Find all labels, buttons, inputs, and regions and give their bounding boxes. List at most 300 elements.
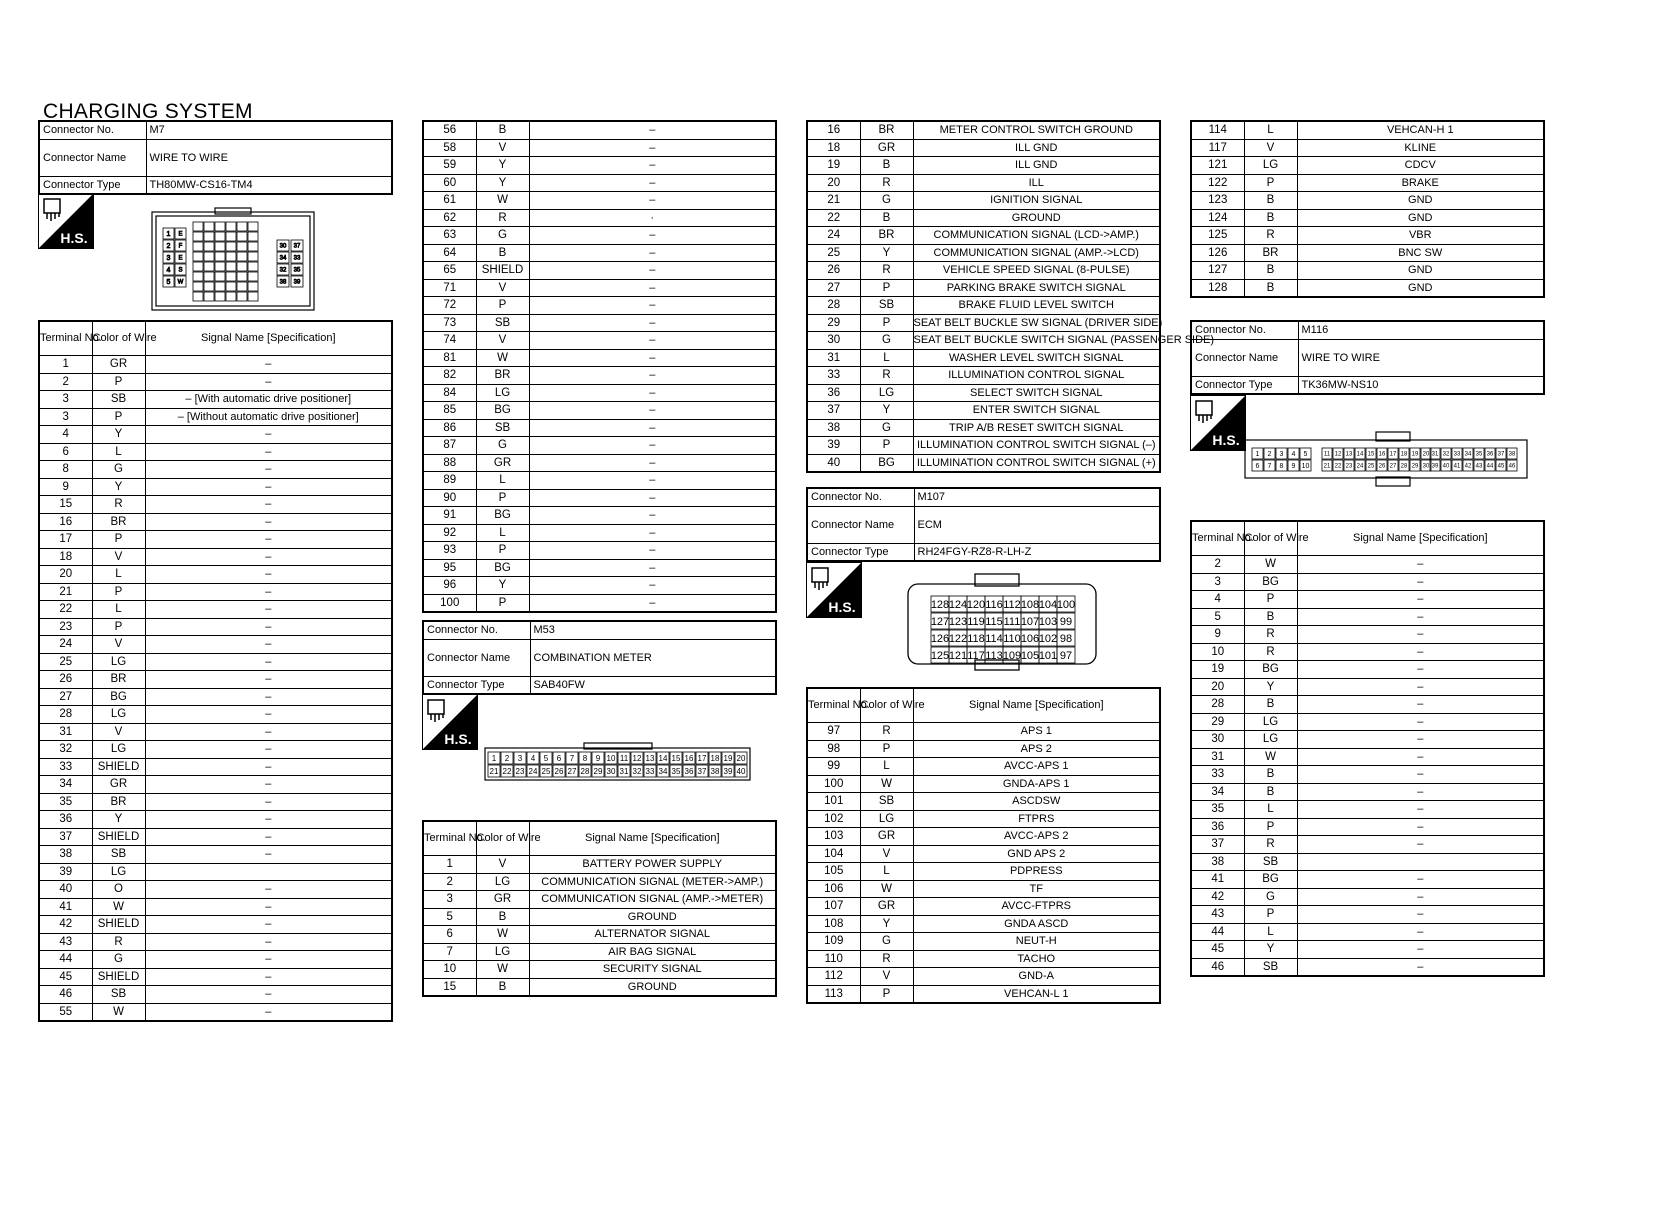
wire-color-cell: V (92, 636, 145, 654)
signal-name-cell: AVCC-FTPRS (913, 898, 1160, 916)
signal-name-cell: – (145, 478, 392, 496)
cavity-number: 43 (1475, 463, 1483, 470)
signal-name-cell: – (529, 157, 776, 175)
cavity-number: 29 (593, 766, 603, 776)
wire-color-cell: BG (1244, 661, 1297, 679)
signal-name-cell: ILLUMINATION CONTROL SIGNAL (913, 367, 1160, 385)
cavity-number: 106 (1020, 632, 1040, 645)
terminal-no-cell: 72 (423, 297, 476, 315)
terminal-no-cell: 43 (1191, 906, 1244, 924)
terminal-no-cell: 81 (423, 349, 476, 367)
cavity-number: 121 (948, 649, 968, 662)
wire-color-cell: LG (476, 943, 529, 961)
terminal-no-cell: 93 (423, 542, 476, 560)
terminal-no-cell: 92 (423, 524, 476, 542)
signal-name-cell: ILL (913, 174, 1160, 192)
table-row (807, 209, 1160, 227)
table-row (807, 367, 1160, 385)
table-row (423, 577, 776, 595)
wire-color-cell: P (860, 314, 913, 332)
wire-color-cell: R (476, 209, 529, 227)
terminal-no-cell: 110 (807, 950, 860, 968)
terminal-no-cell: 39 (39, 863, 92, 881)
terminal-no-cell: 55 (39, 1003, 92, 1021)
signal-name-cell: COMMUNICATION SIGNAL (METER->AMP.) (529, 873, 776, 891)
cavity-number: 9 (1291, 463, 1296, 471)
signal-name-cell: – (529, 559, 776, 577)
wire-color-cell: BR (92, 793, 145, 811)
harness-side-icon (806, 562, 862, 618)
cavity-number: 12 (1334, 451, 1342, 458)
table-row (1191, 801, 1544, 819)
cavity-number: 113 (985, 649, 1003, 662)
terminal-no-cell: 124 (1191, 209, 1244, 227)
terminal-no-cell: 58 (423, 139, 476, 157)
cavity-number: 45 (1497, 463, 1505, 470)
signal-name-cell: – (529, 507, 776, 525)
cavity-number: 36 (1486, 451, 1494, 458)
table-row (1191, 174, 1544, 192)
connector-name-value: ECM (914, 506, 1160, 543)
terminal-no-cell: 25 (807, 244, 860, 262)
wire-color-cell: LG (92, 653, 145, 671)
table-row (1191, 157, 1544, 175)
cavity-number: 2 (1267, 451, 1272, 459)
terminal-no-cell: 27 (807, 279, 860, 297)
wire-color-cell: L (1244, 121, 1297, 139)
table-row (39, 513, 392, 531)
signal-name-cell: – (529, 402, 776, 420)
table-row (807, 863, 1160, 881)
wire-color-cell: V (92, 548, 145, 566)
terminal-no-cell: 113 (807, 985, 860, 1003)
terminal-no-cell: 44 (39, 951, 92, 969)
wire-color-cell: W (92, 1003, 145, 1021)
header-terminal-no: Terminal No. (1191, 521, 1244, 556)
cavity-number: 24 (528, 766, 538, 776)
table-row (423, 489, 776, 507)
cavity-number: 1 (1255, 451, 1260, 459)
table-row (1191, 279, 1544, 297)
wire-color-cell: Y (1244, 941, 1297, 959)
cavity (237, 252, 247, 261)
signal-name-cell: AVCC-APS 2 (913, 828, 1160, 846)
cavity-number: 5 (543, 753, 549, 763)
cavity (204, 282, 214, 291)
cavity-number: 25 (541, 766, 551, 776)
signal-name-cell: KLINE (1297, 139, 1544, 157)
terminal-no-cell: 41 (39, 898, 92, 916)
wire-color-cell: B (1244, 696, 1297, 714)
table-row (39, 408, 392, 426)
connector-type-value: SAB40FW (530, 676, 776, 694)
signal-name-cell: – (145, 653, 392, 671)
table-row (807, 985, 1160, 1003)
wire-color-cell: V (476, 332, 529, 350)
table-row (807, 332, 1160, 350)
terminal-table-m107-part2 (1190, 120, 1545, 298)
terminal-no-cell: 26 (39, 671, 92, 689)
signal-name-cell: VBR (1297, 227, 1544, 245)
connector-no-value: M116 (1298, 321, 1544, 339)
signal-name-cell: – (1297, 836, 1544, 854)
wire-color-cell: LG (92, 863, 145, 881)
wire-color-cell: SB (92, 391, 145, 409)
terminal-no-cell: 26 (807, 262, 860, 280)
wire-color-cell: GR (476, 454, 529, 472)
terminal-no-cell: 38 (1191, 853, 1244, 871)
signal-name-cell: GND (1297, 279, 1544, 297)
connector-info-m53 (422, 620, 777, 695)
wire-color-cell: B (1244, 262, 1297, 280)
cavity-number: 20 (1422, 451, 1430, 458)
signal-name-cell: – (529, 192, 776, 210)
table-row (807, 454, 1160, 472)
terminal-no-cell: 31 (1191, 748, 1244, 766)
cavity-number: E (178, 231, 183, 238)
table-row (423, 367, 776, 385)
table-row (807, 227, 1160, 245)
signal-name-cell: – (529, 279, 776, 297)
signal-name-cell: – (145, 618, 392, 636)
cavity-number: 117 (967, 649, 985, 662)
wire-color-cell: P (860, 985, 913, 1003)
table-row (423, 402, 776, 420)
signal-name-cell: PARKING BRAKE SWITCH SIGNAL (913, 279, 1160, 297)
terminal-no-cell: 2 (1191, 556, 1244, 574)
connector-type-value: TH80MW-CS16-TM4 (146, 176, 392, 194)
table-row (807, 121, 1160, 139)
wire-color-cell: SB (92, 846, 145, 864)
cavity-number: 40 (736, 766, 746, 776)
signal-name-cell: GROUND (913, 209, 1160, 227)
terminal-no-cell: 42 (1191, 888, 1244, 906)
wire-color-cell: G (860, 192, 913, 210)
terminal-no-cell: 22 (807, 209, 860, 227)
terminal-no-cell: 90 (423, 489, 476, 507)
cavity (237, 222, 247, 231)
terminal-no-cell: 86 (423, 419, 476, 437)
table-row (423, 873, 776, 891)
signal-name-cell: – (1297, 871, 1544, 889)
cavity-number: 127 (930, 615, 950, 628)
terminal-no-cell: 88 (423, 454, 476, 472)
terminal-no-cell: 104 (807, 845, 860, 863)
table-row (39, 793, 392, 811)
table-row (807, 898, 1160, 916)
table-row (1191, 853, 1544, 871)
wire-color-cell: W (1244, 748, 1297, 766)
table-row (807, 349, 1160, 367)
cavity-number: 11 (619, 753, 629, 763)
cavity (248, 272, 258, 281)
cavity-number: 116 (985, 598, 1003, 611)
cavity (193, 232, 203, 241)
cavity (204, 252, 214, 261)
signal-name-cell: NEUT-H (913, 933, 1160, 951)
signal-name-cell: GND (1297, 262, 1544, 280)
table-row (423, 961, 776, 979)
cavity (248, 242, 258, 251)
cavity-number: 37 (697, 766, 707, 776)
table-row (807, 968, 1160, 986)
signal-name-cell: – [With automatic drive positioner] (145, 391, 392, 409)
hs-label: H.S. (1212, 432, 1240, 448)
signal-name-cell: IGNITION SIGNAL (913, 192, 1160, 210)
cavity-number: 2 (504, 753, 510, 763)
wire-color-cell: P (92, 408, 145, 426)
wire-color-cell: P (860, 437, 913, 455)
cavity-number: 18 (1400, 451, 1408, 458)
header-signal-name: Signal Name [Specification] (913, 688, 1160, 723)
cavity-number: 24 (1356, 463, 1364, 470)
wire-color-cell: Y (476, 577, 529, 595)
cavity (204, 262, 214, 271)
signal-name-cell: – (1297, 591, 1544, 609)
cavity-number: 119 (967, 615, 985, 628)
table-row (807, 297, 1160, 315)
wire-color-cell: G (476, 227, 529, 245)
table-row (423, 943, 776, 961)
wire-color-cell: SB (860, 793, 913, 811)
cavity-number: 9 (595, 753, 601, 763)
table-row (423, 349, 776, 367)
cavity (248, 292, 258, 301)
table-row (1191, 139, 1544, 157)
wire-color-cell: BG (476, 559, 529, 577)
table-row (423, 174, 776, 192)
wire-color-cell: V (1244, 139, 1297, 157)
cavity (237, 292, 247, 301)
cavity (215, 272, 225, 281)
connector-name-value: WIRE TO WIRE (1298, 339, 1544, 376)
terminal-no-cell: 56 (423, 121, 476, 139)
terminal-no-cell: 112 (807, 968, 860, 986)
table-row (1191, 696, 1544, 714)
terminal-no-cell: 41 (1191, 871, 1244, 889)
hs-label: H.S. (60, 230, 88, 246)
terminal-no-cell: 121 (1191, 157, 1244, 175)
cavity (237, 262, 247, 271)
table-row (423, 926, 776, 944)
signal-name-cell: TF (913, 880, 1160, 898)
wire-color-cell: SHIELD (92, 758, 145, 776)
signal-name-cell: – (1297, 766, 1544, 784)
signal-name-cell: – (1297, 573, 1544, 591)
cavity (226, 242, 236, 251)
terminal-no-cell: 16 (39, 513, 92, 531)
wire-color-cell: Y (860, 402, 913, 420)
wire-color-cell: W (476, 192, 529, 210)
signal-name-cell: ILL GND (913, 139, 1160, 157)
table-row (807, 279, 1160, 297)
table-row (1191, 573, 1544, 591)
signal-name-cell: CDCV (1297, 157, 1544, 175)
wire-color-cell: GR (860, 898, 913, 916)
wire-color-cell: B (860, 157, 913, 175)
signal-name-cell: – (145, 461, 392, 479)
terminal-no-cell: 2 (423, 873, 476, 891)
wire-color-cell: L (860, 758, 913, 776)
terminal-no-cell: 6 (39, 443, 92, 461)
cavity (226, 262, 236, 271)
table-row (1191, 661, 1544, 679)
terminal-no-cell: 42 (39, 916, 92, 934)
wire-color-cell: SHIELD (92, 916, 145, 934)
signal-name-cell: – (1297, 818, 1544, 836)
terminal-no-cell: 97 (807, 723, 860, 741)
signal-name-cell: WASHER LEVEL SWITCH SIGNAL (913, 349, 1160, 367)
connector-diagram-m107 (905, 572, 1099, 672)
signal-name-cell: SEAT BELT BUCKLE SWITCH SIGNAL (PASSENGER SIDE) (913, 332, 1160, 350)
signal-name-cell: – (145, 426, 392, 444)
connector-info-m107 (806, 487, 1161, 562)
wire-color-cell: G (476, 437, 529, 455)
wire-color-cell: LG (860, 384, 913, 402)
wire-color-cell: P (860, 279, 913, 297)
wire-color-cell: BG (860, 454, 913, 472)
cavity-number: 28 (580, 766, 590, 776)
wire-color-cell: L (92, 601, 145, 619)
terminal-no-cell: 15 (39, 496, 92, 514)
terminal-no-cell: 105 (807, 863, 860, 881)
wire-color-cell: W (92, 898, 145, 916)
terminal-no-cell: 102 (807, 810, 860, 828)
terminal-no-cell: 29 (807, 314, 860, 332)
signal-name-cell: ILLUMINATION CONTROL SWITCH SIGNAL (–) (913, 437, 1160, 455)
cavity (226, 292, 236, 301)
signal-name-cell: – (1297, 923, 1544, 941)
connector-name-value: COMBINATION METER (530, 639, 776, 676)
wire-color-cell: W (860, 775, 913, 793)
cavity-number: E (178, 255, 183, 262)
cavity-number: 32 (1442, 451, 1450, 458)
signal-name-cell: – (1297, 626, 1544, 644)
cavity-number: 33 (1453, 451, 1461, 458)
terminal-table-m107-part1 (806, 687, 1161, 1004)
wire-color-cell: B (1244, 209, 1297, 227)
wire-color-cell: Y (860, 915, 913, 933)
signal-name-cell: – (529, 542, 776, 560)
wire-color-cell: Y (860, 244, 913, 262)
signal-name-cell: – (1297, 888, 1544, 906)
wire-color-cell: V (860, 845, 913, 863)
table-row (1191, 941, 1544, 959)
wire-color-cell: P (92, 373, 145, 391)
cavity-number: 21 (1323, 463, 1331, 470)
cavity-number: W (177, 279, 184, 286)
terminal-no-cell: 95 (423, 559, 476, 577)
signal-name-cell: – (145, 793, 392, 811)
cavity-number: 17 (697, 753, 707, 763)
label-connector-name: Connector Name (39, 139, 146, 176)
terminal-no-cell: 3 (39, 408, 92, 426)
wire-color-cell: Y (476, 174, 529, 192)
table-row (423, 891, 776, 909)
terminal-no-cell: 109 (807, 933, 860, 951)
wire-color-cell: P (476, 489, 529, 507)
signal-name-cell: – (145, 846, 392, 864)
cavity-number: 126 (930, 632, 950, 645)
terminal-no-cell: 5 (1191, 608, 1244, 626)
cavity-number: 107 (1020, 615, 1040, 628)
wire-color-cell: G (92, 461, 145, 479)
cavity-number: 112 (1003, 598, 1021, 611)
cavity (248, 222, 258, 231)
signal-name-cell: – (1297, 958, 1544, 976)
cavity-number: 11 (1323, 451, 1331, 458)
terminal-no-cell: 39 (807, 437, 860, 455)
table-row (423, 507, 776, 525)
connector-name-value: WIRE TO WIRE (146, 139, 392, 176)
signal-name-cell: – (145, 951, 392, 969)
cavity-number: 33 (645, 766, 655, 776)
terminal-table-m116 (1190, 520, 1545, 977)
header-terminal-no: Terminal No. (39, 321, 92, 356)
terminal-no-cell: 44 (1191, 923, 1244, 941)
cavity-number: 16 (684, 753, 694, 763)
signal-name-cell: COMMUNICATION SIGNAL (LCD->AMP.) (913, 227, 1160, 245)
wire-color-cell: SB (1244, 958, 1297, 976)
wire-color-cell: P (92, 583, 145, 601)
wire-color-cell: SB (476, 314, 529, 332)
table-row (1191, 608, 1544, 626)
cavity-number: 1 (491, 753, 497, 763)
cavity-number: 13 (1345, 451, 1353, 458)
terminal-no-cell: 21 (39, 583, 92, 601)
cavity-number: 32 (279, 267, 287, 274)
terminal-no-cell: 16 (807, 121, 860, 139)
signal-name-cell: – (529, 332, 776, 350)
table-row (423, 209, 776, 227)
wire-color-cell: G (860, 933, 913, 951)
cavity-number: 8 (582, 753, 588, 763)
wire-color-cell: L (860, 349, 913, 367)
table-row (807, 244, 1160, 262)
table-row (1191, 626, 1544, 644)
wire-color-cell: L (476, 524, 529, 542)
cavity-number: F (178, 243, 183, 250)
table-row (423, 121, 776, 139)
terminal-no-cell: 3 (423, 891, 476, 909)
label-connector-type: Connector Type (1191, 376, 1298, 394)
cavity-number: 36 (684, 766, 694, 776)
signal-name-cell: – (1297, 941, 1544, 959)
cavity-number: 10 (1301, 463, 1310, 471)
terminal-table-m53-part2 (806, 120, 1215, 473)
wire-color-cell: R (1244, 836, 1297, 854)
table-row (39, 986, 392, 1004)
terminal-no-cell: 99 (807, 758, 860, 776)
terminal-no-cell: 20 (1191, 678, 1244, 696)
cavity-number: 23 (1345, 463, 1353, 470)
table-row (39, 548, 392, 566)
cavity-number: 26 (554, 766, 564, 776)
signal-name-cell: ASCDSW (913, 793, 1160, 811)
signal-name-cell: – (1297, 748, 1544, 766)
cavity-number: 22 (502, 766, 512, 776)
table-row (39, 916, 392, 934)
terminal-no-cell: 127 (1191, 262, 1244, 280)
signal-name-cell: – [Without automatic drive positioner] (145, 408, 392, 426)
cavity-number: 37 (1497, 451, 1505, 458)
signal-name-cell: – (145, 933, 392, 951)
terminal-no-cell: 10 (423, 961, 476, 979)
terminal-no-cell: 8 (39, 461, 92, 479)
wire-color-cell: P (1244, 591, 1297, 609)
wire-color-cell: R (860, 950, 913, 968)
cavity-number: 42 (1464, 463, 1472, 470)
